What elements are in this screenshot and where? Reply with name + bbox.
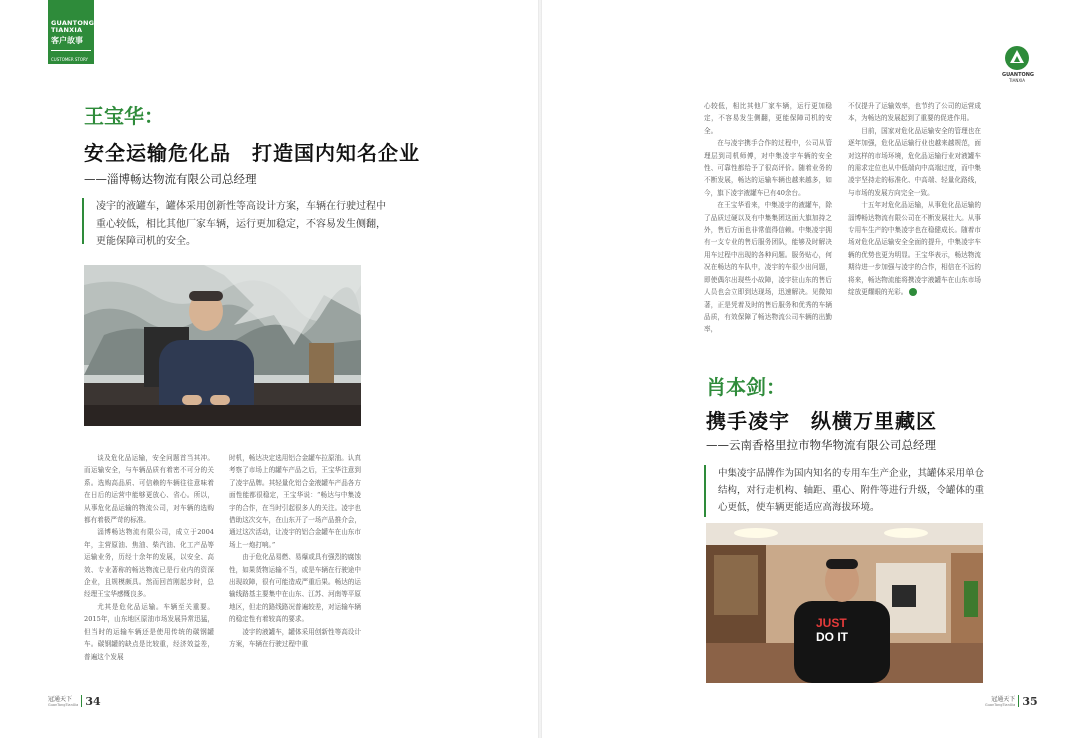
brand-logo <box>1002 46 1035 83</box>
footer-magazine-sub: GuanTongTianXia <box>985 702 1016 707</box>
section-title: 客户故事 <box>51 36 83 45</box>
right-article-name: 肖本剑： <box>706 375 786 399</box>
footer-magazine-name: 冠通天下 <box>48 695 73 703</box>
section-subtitle: CUSTOMER STORY <box>51 57 88 62</box>
shirt-text-line2: DO IT <box>816 630 848 644</box>
section-tab <box>48 0 94 64</box>
left-col1-paragraph: 谈及危化品运输，安全问题首当其冲。而运输安全，与车辆品质有着密不可分的关系。选购高品质、可信赖的车辆往往意味着在日后的运营中能够更放心、省心。所以，从事危化品运输的物流公司，对车辆的选购都有着极严苛的标准。 <box>84 454 214 525</box>
left-text-column-1 <box>84 452 214 663</box>
footer-magazine-sub: GuanTongTianXia <box>48 702 79 707</box>
right-col1-paragraph: 心较低，相比其他厂家车辆，运行更加稳定，不容易发生侧翻，更能保障司机的安全。 <box>704 102 832 135</box>
left-article-byline: ——淄博畅达物流有限公司总经理 <box>84 172 257 186</box>
tab-divider <box>51 50 91 51</box>
page-gutter <box>538 0 542 738</box>
footer-magazine-name: 冠通天下 <box>991 695 1016 703</box>
left-article-abstract: 凌宇的液罐车，罐体采用创新性等高设计方案，车辆在行驶过程中重心较低，相比其他厂家车辆，运行更加稳定，不容易发生侧翻，更能保障司机的安全。 <box>82 198 392 244</box>
right-article-headline: 携手凌宇 纵横万里藏区 <box>706 409 937 433</box>
left-col2-paragraph: 凌宇的液罐车，罐体采用创新性等高设计方案，车辆在行驶过程中重 <box>229 627 361 649</box>
right-text-column-1 <box>704 100 832 336</box>
left-col2-paragraph: 由于危化品易燃、易爆或具有强烈的腐蚀性，如果货物运输不当，或是车辆在行驶途中出现故障，很有可能造成严重后果。畅达的运输线路基主要集中在山东、江苏、河南等平原地区，但走的路线路况普遍较差，对运输车辆的稳定性有着较高的要求。 <box>229 553 361 624</box>
portrait-photo-xiao <box>706 523 983 683</box>
left-col1-paragraph: 尤其是危化品运输。车辆至关重要。2015年，山东地区原油市场发展异常迅猛，但当时的运输车辆还是使用传统的碳钢罐车。碳钢罐的缺点是比较重，经济效益差，普遍这个发展 <box>84 602 214 661</box>
left-article-name: 王宝华： <box>84 104 164 128</box>
logo-mark-icon <box>1005 46 1029 70</box>
right-col2-paragraph: 目前，国家对危化品运输安全的管理也在逐年加强，危化品运输行业也越来越规范，面对这样的市场环境，危化品运输行业对液罐车的需求定位也从中低端向中高端过度，而中集凌宇坚持走的标准化、中高端、轻量化路线，与市场的发展方向完全一致。 <box>848 126 981 197</box>
page-number: 35 <box>1022 694 1038 708</box>
right-page-footer <box>985 694 1038 708</box>
right-col2-paragraph: 不仅提升了运输效率，也节约了公司的运营成本，为畅达的发展起到了重要的促进作用。 <box>848 102 981 123</box>
portrait-photo-wang <box>84 265 361 426</box>
shirt-text-line1: JUST <box>816 616 847 630</box>
footer-divider <box>1018 695 1019 707</box>
logo-text-line1: GUANTONG <box>1002 72 1035 78</box>
logo-text-line2: TIANXIA <box>1008 78 1025 83</box>
left-page-footer <box>48 694 101 708</box>
article-end-icon <box>909 288 917 296</box>
footer-divider <box>81 695 82 707</box>
left-col2-paragraph: 时机，畅达决定选用铝合金罐车拉原油。认真考察了市场上的罐车产品之后，王宝华注意到了凌宇品牌。其轻量化铝合金液罐车产品各方面性能都很稳定，王宝华说：“畅达与中集凌宇的合作，在当时引起很多人的关注。凌宇也借助这次交车，在山东开了一场产品推介会，通过这次活动，让凌宇的铝合金罐车在山东市场上一炮打响。” <box>229 454 361 549</box>
right-col1-paragraph: 在王宝华看来，中集凌宇的液罐车，除了品质过硬以及有中集集团这面大旗加持之外，售后方面也非常值得信赖。中集凌宇拥有一支专业的售后服务团队，能够及时解决用车过程中出现的各种问题。服务贴心，何况在畅达的车队中，凌宇的车很少出问题，即使偶尔出现些小故障，凌宇驻山东的售后人员也会立即到达现场，迅速解决。见微知著，正是凭着及时的售后服务和优秀的车辆品质，有效保障了畅达物流公司车辆的出勤率， <box>704 201 832 334</box>
page-number: 34 <box>85 694 101 708</box>
right-article-byline: ——云南香格里拉市物华物流有限公司总经理 <box>706 438 936 452</box>
left-article-headline: 安全运输危化品 打造国内知名企业 <box>84 141 420 165</box>
right-col2-paragraph: 十五年对危化品运输，从事危化品运输的淄博畅达物流有限公司在不断发展壮大。从事专用车生产的中集凌宇也在稳健成长。随着市场对危化品运输安全全面的提升，中集凌宇车辆的优势也更为明显。王宝华表示，畅达物流期待进一步加强与凌宇的合作，相信在不远的将来，畅达物流能将携凌宇液罐车在山东市场绽放更耀眼的光彩。 <box>848 201 981 297</box>
right-text-column-2 <box>848 100 981 299</box>
brand-line1: GUANTONG <box>51 19 95 27</box>
brand-line2: TIANXIA <box>51 26 83 34</box>
right-article-abstract: 中集凌宇品牌作为国内知名的专用车生产企业，其罐体采用单仓结构，对行走机构、轴距、重心、附件等进行升级，令罐体的重心更低，使车辆更能适应高海拔环境。 <box>704 465 984 517</box>
left-text-column-2 <box>229 452 361 651</box>
left-col1-paragraph: 淄博畅达物流有限公司，成立于2004年，主营原油、焦油、柴汽油、化工产品等运输业务，历经十余年的发展，以安全、高效、专业著称的畅达物流已是行业内的资深企业，且规模颇具。然而回首刚起步时，总经理王宝华感慨良多。 <box>84 528 214 599</box>
right-col1-paragraph: 在与凌宇携手合作的过程中，公司从管理层到司机师傅，对中集凌宇车辆的安全性、可靠性都给予了很高评价。随着业务的不断发展，畅达的运输车辆也越来越多，如今，旗下凌宇液罐车已有40余台。 <box>704 139 832 197</box>
